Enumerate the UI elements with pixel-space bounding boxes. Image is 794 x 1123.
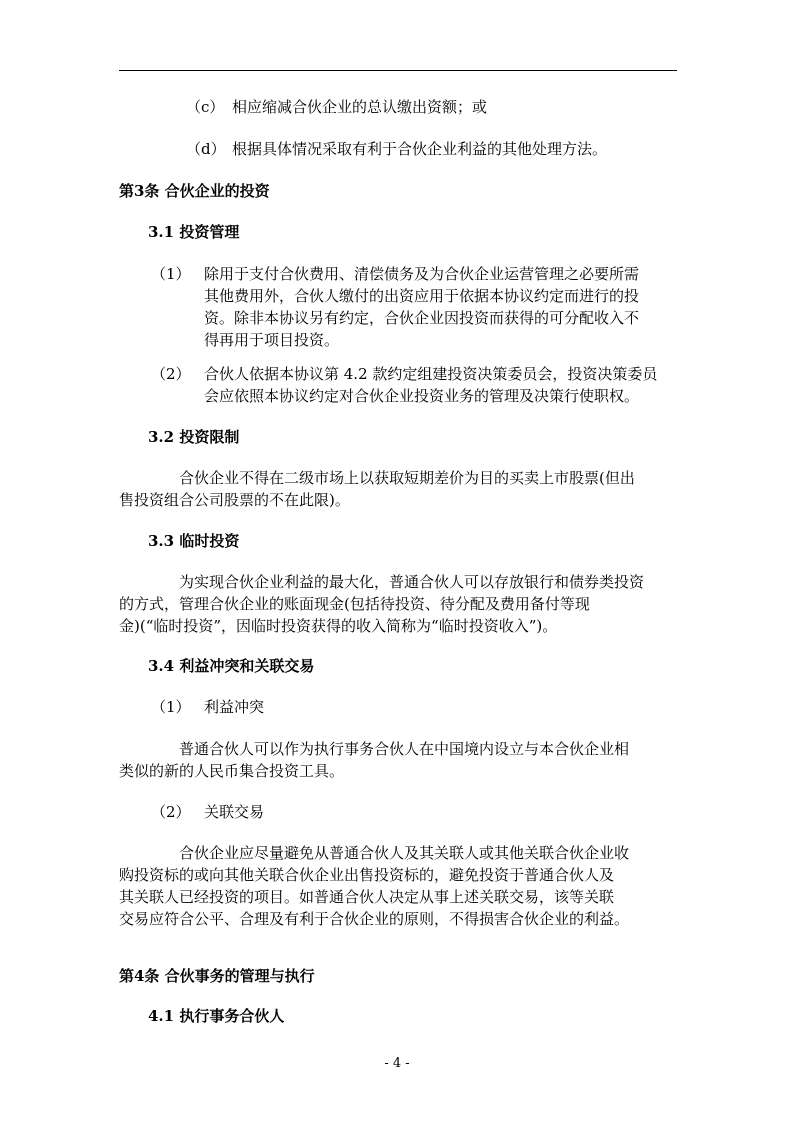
section-3-1-heading: 3.1 投资管理	[148, 223, 240, 241]
s3-1-p2-text	[204, 363, 684, 407]
text-line: 会应依照本协议约定对合伙企业投资业务的管理及决策行使职权。	[204, 387, 640, 405]
text-line: 金)(“临时投资”，因临时投资获得的收入简称为“临时投资收入”)。	[119, 617, 558, 635]
item-c-text: 相应缩减合伙企业的总认缴出资额；或	[232, 98, 488, 116]
s3-4-sub2-label: （2）	[151, 803, 191, 821]
text-line: 为实现合伙企业利益的最大化，普通合伙人可以存放银行和债券类投资	[179, 573, 645, 591]
text-line: 除用于支付合伙费用、清偿债务及为合伙企业运营管理之必要所需	[204, 265, 640, 283]
s3-1-p2-label: （2）	[151, 365, 191, 383]
text-line: 其他费用外，合伙人缴付的出资应用于依据本协议约定而进行的投	[204, 287, 640, 305]
text-line: 类似的新的人民币集合投资工具。	[119, 762, 345, 780]
section-3-2-heading: 3.2 投资限制	[148, 428, 240, 446]
s3-2-text	[119, 467, 684, 511]
text-line: 售投资组合公司股票的不在此限)。	[119, 491, 350, 509]
s3-4-sub1-body	[119, 738, 684, 782]
section-3-3-heading: 3.3 临时投资	[148, 532, 240, 550]
page-number: - 4 -	[384, 1056, 410, 1071]
s3-4-sub2-title: 关联交易	[204, 803, 265, 821]
text-line: 资。除非本协议另有约定，合伙企业因投资而获得的可分配收入不	[204, 309, 640, 327]
section-4-1-heading: 4.1 执行事务合伙人	[148, 1007, 285, 1025]
section-3-4-heading: 3.4 利益冲突和关联交易	[148, 657, 315, 675]
s3-1-p1-label: （1）	[151, 265, 191, 283]
text-line: 的方式，管理合伙企业的账面现金(包括待投资、待分配及费用备付等现	[119, 595, 590, 613]
s3-1-p1-text	[204, 263, 684, 351]
s3-3-text	[119, 571, 684, 637]
text-line: 合伙企业应尽量避免从普通合伙人及其关联人或其他关联合伙企业收	[179, 844, 630, 862]
text-line: 合伙人依据本协议第 4.2 款约定组建投资决策委员会，投资决策委员	[204, 365, 658, 383]
text-line: 其关联人已经投资的项目。如普通合伙人决定从事上述关联交易，该等关联	[119, 888, 615, 906]
s3-4-sub1-title: 利益冲突	[204, 698, 265, 716]
s3-4-sub1-label: （1）	[151, 698, 191, 716]
text-line: 合伙企业不得在二级市场上以获取短期差价为目的买卖上市股票(但出	[179, 469, 635, 487]
text-line: 普通合伙人可以作为执行事务合伙人在中国境内设立与本合伙企业相	[179, 740, 630, 758]
s3-4-sub2-body	[119, 842, 684, 930]
text-line: 得再用于项目投资。	[204, 331, 340, 349]
text-line: 交易应符合公平、合理及有利于合伙企业的原则，不得损害合伙企业的利益。	[119, 910, 630, 928]
header-rule	[119, 70, 677, 71]
item-c-label: （c）	[186, 98, 225, 116]
text-line: 购投资标的或向其他关联合伙企业出售投资标的，避免投资于普通合伙人及	[119, 866, 615, 884]
item-d-label: （d）	[186, 140, 226, 158]
article-3-heading: 第3条 合伙企业的投资	[119, 182, 270, 200]
item-d-text: 根据具体情况采取有利于合伙企业利益的其他处理方法。	[232, 140, 608, 158]
article-4-heading: 第4条 合伙事务的管理与执行	[119, 967, 315, 985]
